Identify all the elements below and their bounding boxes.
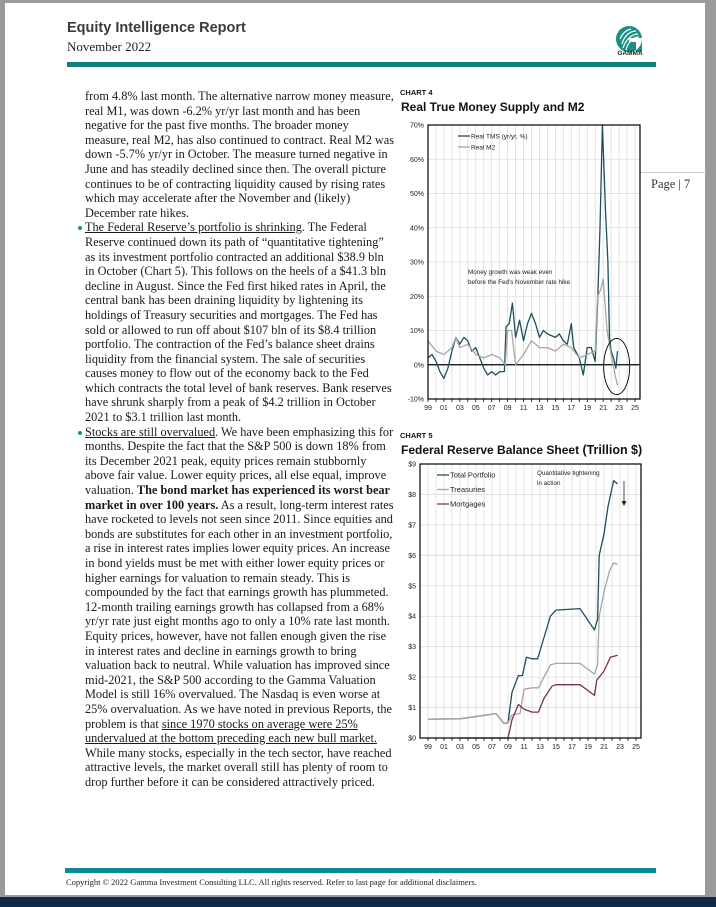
chart5-ytick-label: $9 <box>408 461 416 469</box>
chart5-xtick-label: 17 <box>568 744 576 751</box>
chart4-ytick-label: -10% <box>407 396 424 404</box>
chart4-annotation: Money growth was weak even <box>468 269 553 276</box>
chart5-ytick-label: $5 <box>408 583 416 591</box>
chart5-title-suffix: (Trillion $) <box>582 443 643 457</box>
chart5-legend-label: Total Portfolio <box>450 470 496 480</box>
chart4-xtick-label: 25 <box>631 405 639 412</box>
taskbar <box>0 897 716 907</box>
chart4-ytick-label: 10% <box>409 328 424 335</box>
chart5-xtick-label: 99 <box>424 744 432 751</box>
text-segment: . The Federal Reserve continued down its path of “quantitative tightening” as its investment portfolio contracted an additional $38.9 bln in October (Chart 5). This follows on the heels of a $41.3 bln decline in August. Since the Fed first hiked rates in April, the central bank has been draining liquidity by lightening its holdings of Treasury securities and mortgages. The Fed has sold or allowed to run off about $107 bln of its $8.4 trillion portfolio. The contraction of the Fed’s balance sheet drains liquidity from the financial system. The sale of securities causes money to flow out of the economy back to the Fed which contracts the total level of bank reserves. Bank reserves have shrunk sharply from a peak of $4.2 trillion in October 2021 to $3.1 trillion last month. <box>85 220 392 425</box>
chart4-legend-label: Real TMS (yr/yr, %) <box>471 133 528 141</box>
report-title: Equity Intelligence Report <box>67 20 246 36</box>
chart5-xtick-label: 25 <box>632 744 640 751</box>
chart5-annotation: Quantitative tightening <box>537 470 600 477</box>
chart5-title-main: Federal Reserve Balance Sheet <box>401 443 580 457</box>
logo-text: GAMMA <box>617 50 643 57</box>
underlined-text: Stocks are still overvalued <box>85 424 216 439</box>
underlined-text: since 1970 stocks on average were 25% undervalued at the bottom preceding each new bull market. <box>85 716 377 746</box>
chart5-ytick-label: $0 <box>408 735 416 743</box>
chart5-ytick-label: $4 <box>408 613 416 621</box>
chart5-annotation: in action <box>537 480 561 487</box>
page-number: Page | 7 <box>651 177 691 191</box>
chart4-ytick-label: 60% <box>409 156 424 164</box>
chart4-xtick-label: 05 <box>471 405 480 412</box>
text-segment: While many stocks, especially in the tech sector, have reached attractive levels, the market overall still has plenty of room to drop further before it can be considered attractively priced. <box>85 745 392 789</box>
chart5-kicker: CHART 5 <box>400 431 433 440</box>
chart4-xtick-label: 17 <box>567 405 576 412</box>
chart5-xtick-label: 13 <box>536 744 544 751</box>
chart5-ytick-label: $7 <box>408 522 416 530</box>
chart4-ytick-label: 20% <box>409 293 424 301</box>
chart4-xtick-label: 03 <box>455 405 464 412</box>
chart5-ytick-label: $1 <box>408 705 416 713</box>
chart4-ytick-label: 50% <box>409 191 424 198</box>
chart4-ytick-label: 70% <box>409 122 424 130</box>
chart4-xtick-label: 01 <box>440 405 448 412</box>
chart5-xtick-label: 11 <box>520 744 528 751</box>
chart5-ytick-label: $8 <box>408 491 416 499</box>
chart4-kicker: CHART 4 <box>400 88 433 97</box>
report-date: November 2022 <box>67 39 152 54</box>
chart5-xtick-label: 05 <box>472 744 480 751</box>
copyright-notice: Copyright © 2022 Gamma Investment Consulting LLC. All rights reserved. Refer to last page for additional disclaimers. <box>66 877 477 887</box>
chart4-annotation: before the Fed’s November rate hike <box>468 279 571 286</box>
chart4-xtick-label: 09 <box>503 405 512 412</box>
chart4-xtick-label: 19 <box>583 405 592 412</box>
chart4-xtick-label: 13 <box>535 405 544 412</box>
chart5-xtick-label: 23 <box>616 744 624 751</box>
chart5-ytick-label: $3 <box>408 644 416 652</box>
chart5-xtick-label: 03 <box>456 744 464 751</box>
text-segment: from 4.8% last month. The alternative narrow money measure, real M1, was down -6.2% yr/yr last month and has been negative for the past five months. The broader money measure, real M2, has also continued to contract. Real M2 was down -5.7% yr/yr in October. The measure turned negative in June and has steadily declined since then. The overall picture continues to be of contracting liquidity caused by rising rates which may accelerate after the November and (likely) December rate hikes. <box>85 89 395 220</box>
chart5-legend-label: Treasuries <box>450 485 486 494</box>
chart5-xtick-label: 19 <box>584 744 592 751</box>
chart4-xtick-label: 07 <box>487 405 496 412</box>
chart5-xtick-label: 09 <box>504 744 512 751</box>
chart4-xtick-label: 21 <box>599 405 608 412</box>
chart5-xtick-label: 21 <box>600 744 608 751</box>
footer-divider <box>65 868 656 873</box>
chart5-ytick-label: $6 <box>408 552 416 560</box>
chart4-xtick-label: 23 <box>615 405 623 412</box>
chart4-ytick-label: 40% <box>409 225 424 233</box>
text-segment: . We have been emphasizing this for months. Despite the fact that the S&P 500 is down 18% from its December 2021 peak, equity prices remain stubbornly above fair value. Lower equity prices, all else equal, improve valuation. <box>85 424 394 498</box>
chart4-xtick-label: 15 <box>551 405 560 412</box>
chart4-ytick-label: 0% <box>413 362 424 370</box>
chart5-xtick-label: 07 <box>488 744 496 751</box>
chart5-xtick-label: 15 <box>552 744 560 751</box>
chart5-ytick-label: $2 <box>408 674 416 682</box>
chart5-xtick-label: 01 <box>440 744 448 751</box>
underlined-text: The Federal Reserve’s portfolio is shrinking <box>85 220 302 235</box>
chart4-legend-label: Real M2 <box>471 144 496 152</box>
chart4-xtick-label: 99 <box>424 405 432 412</box>
bold-text: The bond market has experienced its worst bear market in over 100 years. <box>85 483 390 512</box>
text-segment: As a result, long-term interest rates have rocketed to levels not seen since 2011. Since equities and bonds are substitutes for each other in an investment portfolio, a rise in interest rates implies lower equity prices. An increase in bond yields must be met with either lower equity prices or higher earnings for valuation to remain steady. This is compounded by the fact that earnings growth has plummeted. 12-month trailing earnings growth has collapsed from a 68% yr/yr rate just eight months ago to only a 10% rate last month. Equity prices, however, have not fallen enough given the rise in interest rates and decline in earnings growth to bring valuation back to neutral. While valuation has improved since mid-2021, the S&P 500 according to the Gamma Valuation Model is still 16% overvalued. The Nasdaq is even worse at 25% overvaluation. As we have noted in previous Reports, the problem is that <box>85 497 394 731</box>
chart4-title: Real True Money Supply and M2 <box>401 100 585 114</box>
chart5-legend-label: Mortgages <box>450 499 486 509</box>
chart4-xtick-label: 11 <box>519 405 528 412</box>
chart4-ytick-label: 30% <box>409 259 424 267</box>
